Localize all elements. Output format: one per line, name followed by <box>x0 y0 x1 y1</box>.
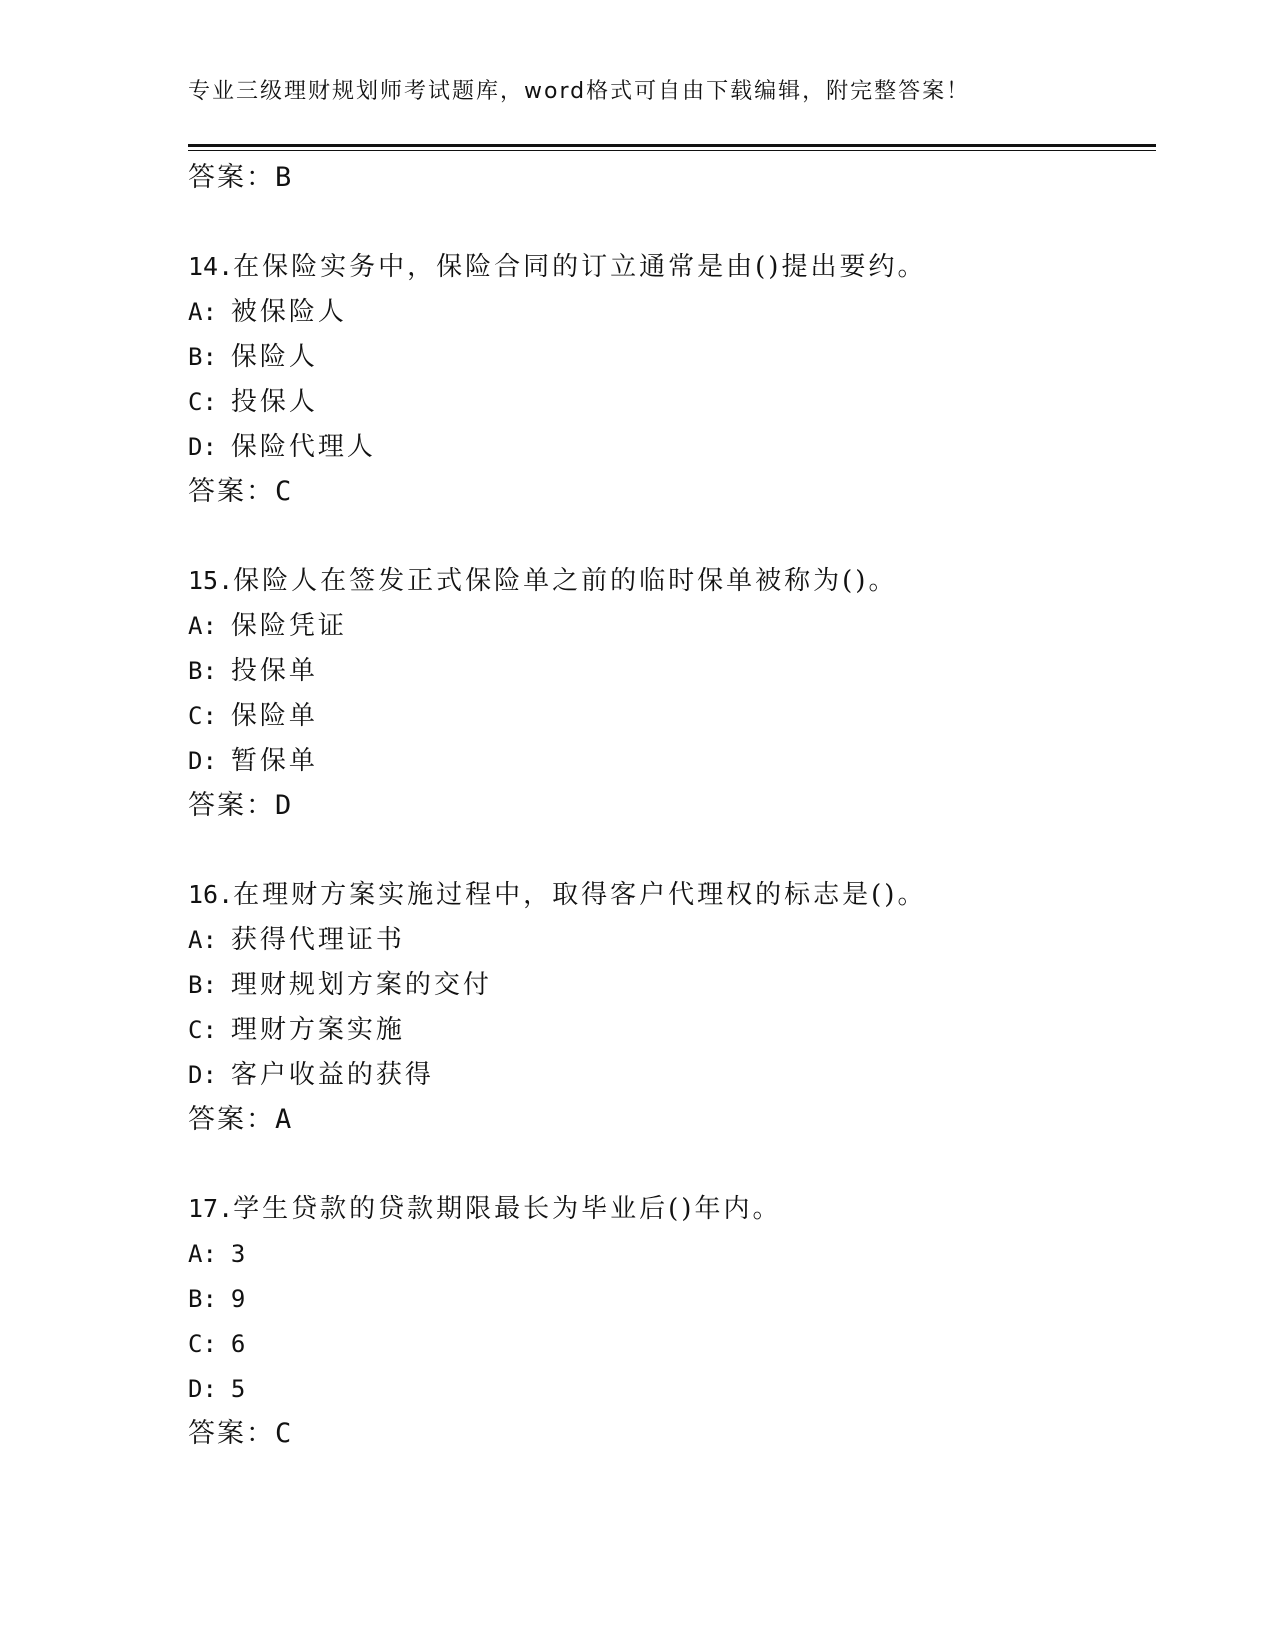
option-line: D: 保险代理人 <box>188 432 376 462</box>
page-header: 专业三级理财规划师考试题库，word格式可自由下载编辑，附完整答案！ <box>188 79 971 104</box>
option-line: C: 6 <box>188 1330 246 1358</box>
question-stem <box>188 251 926 283</box>
option-text: 理财方案实施 <box>230 1015 405 1045</box>
question-text: 保险人在签发正式保险单之前的临时保单被称为()。 <box>233 566 898 596</box>
option-line: D: 5 <box>188 1375 246 1403</box>
question-text: 在理财方案实施过程中，取得客户代理权的标志是()。 <box>233 880 927 910</box>
option-text: 投保单 <box>230 656 318 686</box>
option-letter: B <box>188 1285 203 1313</box>
answer-label: 答案： <box>188 790 275 821</box>
answer-line <box>188 790 292 822</box>
option-line: B: 理财规划方案的交付 <box>188 970 492 1000</box>
option-line: A: 保险凭证 <box>188 611 347 641</box>
option-letter: D <box>188 433 203 461</box>
answer-label: 答案： <box>188 476 275 507</box>
option-letter: B <box>188 343 203 371</box>
answer-label: 答案： <box>188 162 275 193</box>
option-line: C: 投保人 <box>188 387 318 417</box>
question-text: 在保险实务中，保险合同的订立通常是由()提出要约。 <box>233 252 927 282</box>
option-text: 客户收益的获得 <box>230 1060 434 1090</box>
answer-line <box>188 476 292 508</box>
header-divider-thin <box>188 150 1156 151</box>
option-letter: C <box>188 1016 203 1044</box>
option-text: 获得代理证书 <box>230 925 405 955</box>
option-line: B: 保险人 <box>188 342 318 372</box>
option-line: D: 客户收益的获得 <box>188 1060 434 1090</box>
question-text: 学生贷款的贷款期限最长为毕业后()年内。 <box>233 1194 782 1224</box>
question-number: 17. <box>188 1194 234 1223</box>
option-letter: B <box>188 657 203 685</box>
question-stem <box>188 565 897 597</box>
option-text: 5 <box>230 1375 246 1403</box>
question-stem <box>188 1193 781 1225</box>
option-letter: A <box>188 926 203 954</box>
option-line: A: 获得代理证书 <box>188 925 405 955</box>
option-text: 暂保单 <box>230 746 318 776</box>
answer-line <box>188 1418 292 1450</box>
option-letter: C <box>188 1330 203 1358</box>
option-text: 理财规划方案的交付 <box>230 970 492 1000</box>
option-text: 保险单 <box>230 701 318 731</box>
answer-value: D <box>275 790 293 821</box>
answer-line <box>188 162 292 194</box>
option-letter: A <box>188 612 203 640</box>
answer-label: 答案： <box>188 1418 275 1449</box>
option-line: A: 3 <box>188 1240 246 1268</box>
option-letter: D <box>188 1061 203 1089</box>
answer-label: 答案： <box>188 1104 275 1135</box>
option-line: C: 理财方案实施 <box>188 1015 405 1045</box>
answer-value: C <box>275 1418 293 1449</box>
option-letter: B <box>188 971 203 999</box>
option-line: B: 投保单 <box>188 656 318 686</box>
option-line: C: 保险单 <box>188 701 318 731</box>
header-divider <box>188 144 1156 147</box>
option-letter: D <box>188 747 203 775</box>
answer-value: B <box>275 162 293 193</box>
option-text: 被保险人 <box>230 297 347 327</box>
answer-value: A <box>275 1104 293 1135</box>
question-number: 15. <box>188 566 234 595</box>
option-letter: C <box>188 702 203 730</box>
option-letter: D <box>188 1375 203 1403</box>
option-text: 9 <box>230 1285 246 1313</box>
option-line: D: 暂保单 <box>188 746 318 776</box>
option-text: 投保人 <box>230 387 318 417</box>
option-line: A: 被保险人 <box>188 297 347 327</box>
question-stem <box>188 879 926 911</box>
answer-line <box>188 1104 292 1136</box>
option-text: 3 <box>230 1240 246 1268</box>
option-line: B: 9 <box>188 1285 246 1313</box>
option-text: 保险代理人 <box>230 432 376 462</box>
option-letter: C <box>188 388 203 416</box>
option-text: 保险人 <box>230 342 318 372</box>
question-number: 14. <box>188 252 234 281</box>
answer-value: C <box>275 476 293 507</box>
option-letter: A <box>188 1240 203 1268</box>
question-number: 16. <box>188 880 234 909</box>
option-letter: A <box>188 298 203 326</box>
option-text: 保险凭证 <box>230 611 347 641</box>
option-text: 6 <box>230 1330 246 1358</box>
